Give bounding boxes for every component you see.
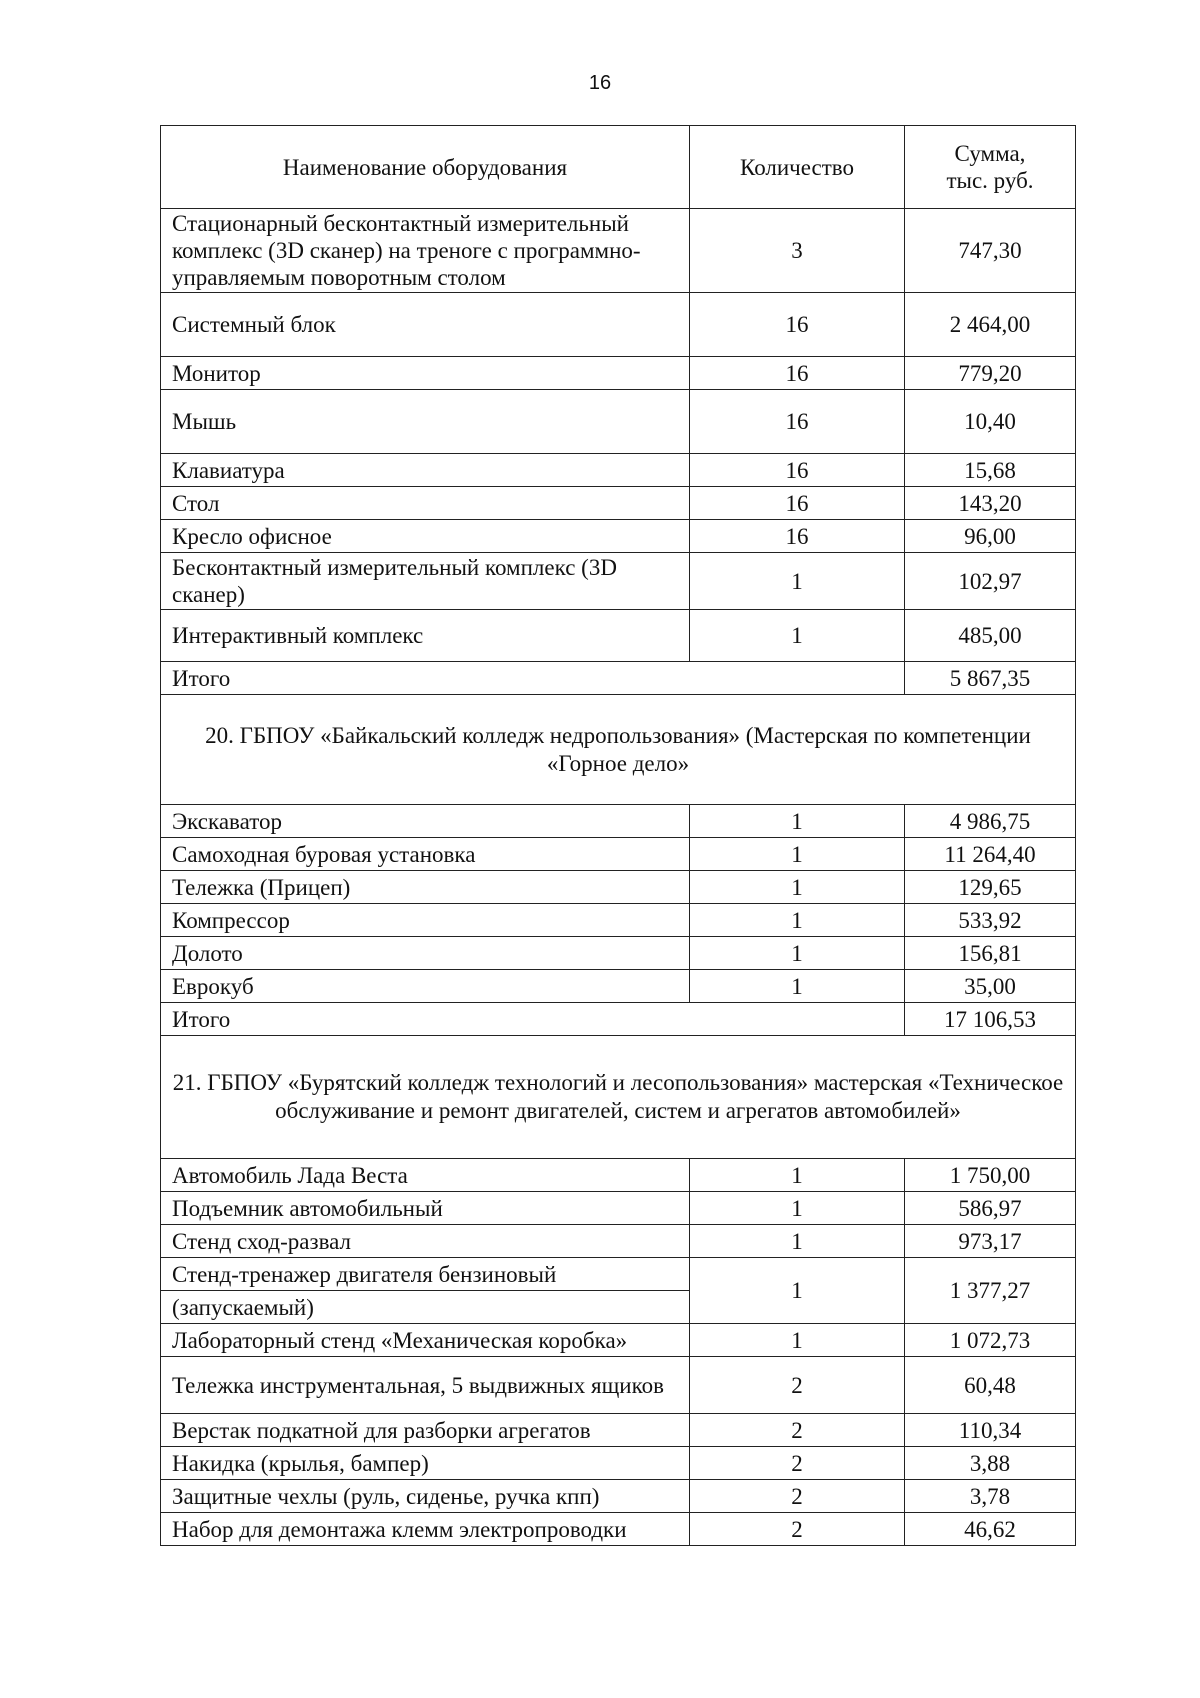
item-sum: 11 264,40 bbox=[905, 838, 1076, 871]
table-row bbox=[161, 209, 1076, 293]
item-sum: 110,34 bbox=[905, 1414, 1076, 1447]
table-row bbox=[161, 1225, 1076, 1258]
table-row bbox=[161, 871, 1076, 904]
item-qty: 1 bbox=[690, 970, 905, 1003]
item-sum: 1 377,27 bbox=[905, 1258, 1076, 1324]
table-row bbox=[161, 1324, 1076, 1357]
item-name: Тележка (Прицеп) bbox=[161, 871, 690, 904]
item-sum: 4 986,75 bbox=[905, 805, 1076, 838]
section-title: 21. ГБПОУ «Бурятский колледж технологий и лесопользования» мастерская «Техническое обслуживание и ремонт двигателей, систем и агрегатов автомобилей» bbox=[161, 1036, 1076, 1159]
item-name: Подъемник автомобильный bbox=[161, 1192, 690, 1225]
table-row bbox=[161, 1192, 1076, 1225]
item-qty: 16 bbox=[690, 293, 905, 357]
item-qty: 1 bbox=[690, 904, 905, 937]
item-qty: 1 bbox=[690, 838, 905, 871]
table-row bbox=[161, 1414, 1076, 1447]
table-row bbox=[161, 1513, 1076, 1546]
total-label: Итого bbox=[161, 662, 905, 695]
header-name: Наименование оборудования bbox=[161, 126, 690, 209]
item-name: Верстак подкатной для разборки агрегатов bbox=[161, 1414, 690, 1447]
item-name: Системный блок bbox=[161, 293, 690, 357]
item-sum: 485,00 bbox=[905, 610, 1076, 662]
item-sum: 15,68 bbox=[905, 454, 1076, 487]
table-row bbox=[161, 904, 1076, 937]
table-row bbox=[161, 1357, 1076, 1414]
item-sum: 35,00 bbox=[905, 970, 1076, 1003]
item-sum: 3,78 bbox=[905, 1480, 1076, 1513]
total-sum: 17 106,53 bbox=[905, 1003, 1076, 1036]
item-name: Экскаватор bbox=[161, 805, 690, 838]
item-qty: 1 bbox=[690, 937, 905, 970]
table-row bbox=[161, 805, 1076, 838]
item-sum: 2 464,00 bbox=[905, 293, 1076, 357]
item-name: Интерактивный комплекс bbox=[161, 610, 690, 662]
item-sum: 96,00 bbox=[905, 520, 1076, 553]
item-name: Защитные чехлы (руль, сиденье, ручка кпп) bbox=[161, 1480, 690, 1513]
item-qty: 16 bbox=[690, 520, 905, 553]
table-row bbox=[161, 838, 1076, 871]
item-name: Стенд сход-развал bbox=[161, 1225, 690, 1258]
item-sum: 156,81 bbox=[905, 937, 1076, 970]
table-row bbox=[161, 1480, 1076, 1513]
table-header-row bbox=[161, 126, 1076, 209]
item-name: Лабораторный стенд «Механическая коробка» bbox=[161, 1324, 690, 1357]
item-qty: 1 bbox=[690, 1192, 905, 1225]
item-sum: 46,62 bbox=[905, 1513, 1076, 1546]
item-qty: 16 bbox=[690, 487, 905, 520]
item-qty: 16 bbox=[690, 390, 905, 454]
item-sum: 973,17 bbox=[905, 1225, 1076, 1258]
item-name: Бесконтактный измерительный комплекс (3D сканер) bbox=[161, 553, 690, 610]
table-row bbox=[161, 1447, 1076, 1480]
item-name-line2: (запускаемый) bbox=[161, 1291, 690, 1324]
item-qty: 2 bbox=[690, 1357, 905, 1414]
header-sum-line2: тыс. руб. bbox=[946, 168, 1034, 193]
item-qty: 1 bbox=[690, 1159, 905, 1192]
item-qty: 2 bbox=[690, 1480, 905, 1513]
item-name: Еврокуб bbox=[161, 970, 690, 1003]
table-row bbox=[161, 1258, 1076, 1291]
item-sum: 3,88 bbox=[905, 1447, 1076, 1480]
item-qty: 1 bbox=[690, 610, 905, 662]
equipment-table bbox=[160, 125, 1076, 1546]
item-qty: 3 bbox=[690, 209, 905, 293]
section-header-row bbox=[161, 1036, 1076, 1159]
total-row bbox=[161, 1003, 1076, 1036]
table-row bbox=[161, 357, 1076, 390]
total-label: Итого bbox=[161, 1003, 905, 1036]
item-qty: 1 bbox=[690, 1225, 905, 1258]
section-title: 20. ГБПОУ «Байкальский колледж недропользования» (Мастерская по компетенции «Горное дело» bbox=[161, 695, 1076, 805]
page-number: 16 bbox=[588, 72, 612, 94]
section-header-row bbox=[161, 695, 1076, 805]
item-qty: 1 bbox=[690, 1258, 905, 1324]
item-qty: 2 bbox=[690, 1513, 905, 1546]
header-sum-line1: Сумма, bbox=[954, 141, 1026, 166]
item-name: Тележка инструментальная, 5 выдвижных ящиков bbox=[161, 1357, 690, 1414]
item-sum: 143,20 bbox=[905, 487, 1076, 520]
item-sum: 747,30 bbox=[905, 209, 1076, 293]
item-name: Самоходная буровая установка bbox=[161, 838, 690, 871]
item-sum: 10,40 bbox=[905, 390, 1076, 454]
item-sum: 1 750,00 bbox=[905, 1159, 1076, 1192]
item-sum: 533,92 bbox=[905, 904, 1076, 937]
table-row bbox=[161, 970, 1076, 1003]
table-row bbox=[161, 487, 1076, 520]
total-row bbox=[161, 662, 1076, 695]
item-name: Клавиатура bbox=[161, 454, 690, 487]
total-sum: 5 867,35 bbox=[905, 662, 1076, 695]
item-qty: 1 bbox=[690, 871, 905, 904]
item-name: Стол bbox=[161, 487, 690, 520]
table-row bbox=[161, 553, 1076, 610]
item-name: Накидка (крылья, бампер) bbox=[161, 1447, 690, 1480]
table-row bbox=[161, 390, 1076, 454]
item-sum: 1 072,73 bbox=[905, 1324, 1076, 1357]
item-name: Автомобиль Лада Веста bbox=[161, 1159, 690, 1192]
table-row bbox=[161, 454, 1076, 487]
item-sum: 586,97 bbox=[905, 1192, 1076, 1225]
item-sum: 129,65 bbox=[905, 871, 1076, 904]
table-row bbox=[161, 1159, 1076, 1192]
item-sum: 102,97 bbox=[905, 553, 1076, 610]
item-qty: 2 bbox=[690, 1414, 905, 1447]
item-qty: 16 bbox=[690, 454, 905, 487]
item-sum: 779,20 bbox=[905, 357, 1076, 390]
item-sum: 60,48 bbox=[905, 1357, 1076, 1414]
item-name: Стационарный бесконтактный измерительный комплекс (3D сканер) на треноге с программно-управляемым поворотным столом bbox=[161, 209, 690, 293]
item-name-line1: Стенд-тренажер двигателя бензиновый bbox=[161, 1258, 690, 1291]
item-name: Кресло офисное bbox=[161, 520, 690, 553]
item-name: Мышь bbox=[161, 390, 690, 454]
table-row bbox=[161, 520, 1076, 553]
item-name: Компрессор bbox=[161, 904, 690, 937]
table-row bbox=[161, 937, 1076, 970]
item-qty: 1 bbox=[690, 553, 905, 610]
header-sum bbox=[905, 126, 1076, 209]
item-qty: 2 bbox=[690, 1447, 905, 1480]
item-qty: 1 bbox=[690, 805, 905, 838]
item-name: Набор для демонтажа клемм электропроводки bbox=[161, 1513, 690, 1546]
table-row bbox=[161, 293, 1076, 357]
item-qty: 16 bbox=[690, 357, 905, 390]
table-row bbox=[161, 610, 1076, 662]
item-qty: 1 bbox=[690, 1324, 905, 1357]
item-name: Монитор bbox=[161, 357, 690, 390]
header-quantity: Количество bbox=[690, 126, 905, 209]
item-name: Долото bbox=[161, 937, 690, 970]
